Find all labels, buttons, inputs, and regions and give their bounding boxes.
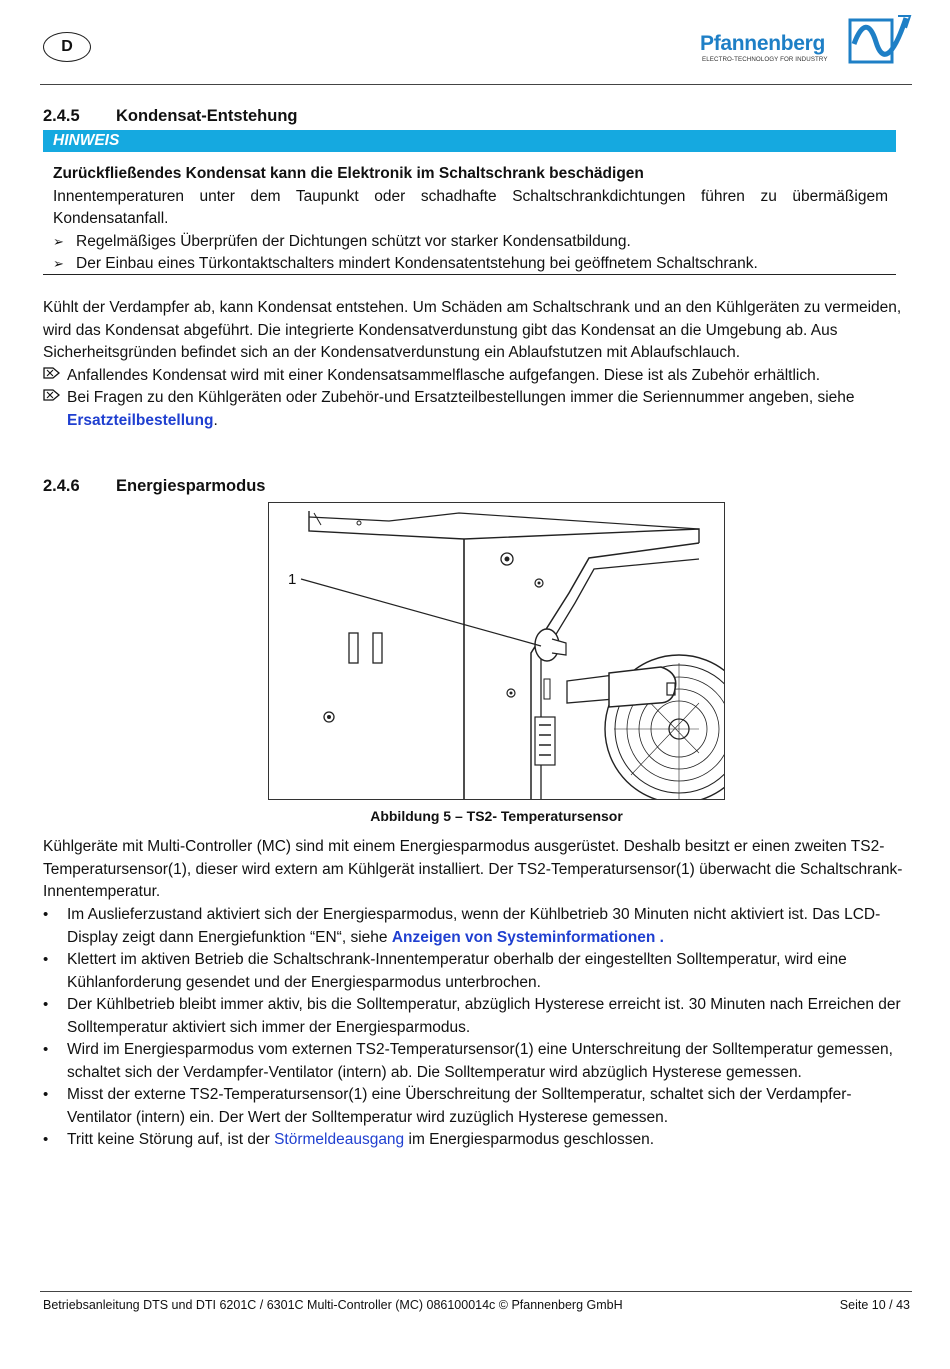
list-item	[43, 949, 903, 994]
bullet-text: Misst der externe TS2-Temperatursensor(1) eine Überschreitung der Solltemperatur, schaltet sich der Verdampfer-Ventilator (intern) ein. Der Wert der Solltemperatur wird zuzüglich Hysterese gemessen.	[67, 1086, 852, 1126]
section-number: 2.4.6	[43, 477, 80, 495]
system-info-link[interactable]: Anzeigen von Systeminformationen .	[391, 928, 664, 946]
language-badge	[43, 32, 91, 62]
bullet-text: Wird im Energiesparmodus vom externen TS2-Temperatursensor(1) eine Unterschreitung der Solltemperatur gemessen, schaltet sich der Verdampfer-Ventilator (intern) ab. Die Solltemperatur wird abzüglich Hysterese gemessen.	[67, 1041, 893, 1081]
bullet-dot-icon: •	[43, 951, 49, 968]
section-title: Energiesparmodus	[116, 477, 266, 495]
logo-wave-icon	[848, 14, 912, 64]
bullet-text: Im Auslieferzustand aktiviert sich der Energiesparmodus, wenn der Kühlbetrieb 30 Minuten nicht aktiviert ist. Das LCD- Display zeigt dann Energiefunktion “EN“, siehe	[67, 906, 881, 946]
notice-divider	[43, 274, 896, 275]
note-text: Anfallendes Kondensat wird mit einer Kondensatsammelflasche aufgefangen. Diese ist als Zubehör erhältlich.	[67, 366, 821, 384]
pfannenberg-logo	[700, 14, 912, 64]
arrow-bullet-icon: ➢	[53, 233, 64, 249]
figure-callout-label: 1	[288, 571, 297, 588]
language-badge-label: D	[61, 38, 73, 55]
note-pointer-icon	[43, 365, 67, 388]
section-heading-245	[43, 107, 298, 126]
notice-bar	[43, 130, 896, 152]
footer-document-info: Betriebsanleitung DTS und DTI 6201C / 6301C Multi-Controller (MC) 086100014c © Pfannenberg GmbH	[43, 1298, 623, 1312]
notice-body	[53, 163, 888, 276]
note-text-suffix: .	[213, 411, 218, 429]
list-item	[43, 994, 903, 1039]
notice-list-item	[53, 231, 888, 254]
bullet-dot-icon: •	[43, 1131, 49, 1148]
arrow-bullet-icon: ➢	[53, 256, 64, 271]
bullet-dot-icon: •	[43, 1086, 49, 1103]
notice-label: HINWEIS	[53, 132, 120, 149]
condensate-paragraph: Kühlt der Verdampfer ab, kann Kondensat entstehen. Um Schäden am Schaltschrank und an den Kühlgeräten zu vermeiden, wird das Kondensat abgeführt. Die integrierte Kondensatverdunstung gibt das Kondensat an die Umgebung ab. Aus Sicherheitsgründen befindet sich an der Kondensatverdunstung ein Ablaufstutzen mit Ablaufschlauch.	[43, 299, 902, 361]
bullet-dot-icon: •	[43, 906, 49, 923]
energy-bullet-list	[43, 904, 903, 1152]
footer-divider	[40, 1291, 912, 1292]
energy-paragraph: Kühlgeräte mit Multi-Controller (MC) sind mit einem Energiesparmodus ausgerüstet. Deshalb besitzt er einen zweiten TS2-Temperatursensor(1), dieser wird extern am Kühlgerät installiert. Der TS2-Temperatursensor(1) überwacht die Schaltschrank-Innentemperatur.	[43, 838, 903, 900]
section-number: 2.4.5	[43, 107, 80, 125]
bullet-dot-icon: •	[43, 1041, 49, 1058]
condensate-paragraph-block	[43, 297, 903, 432]
list-item	[43, 1084, 903, 1129]
bullet-text: Tritt keine Störung auf, ist der	[67, 1131, 275, 1148]
list-item	[43, 1129, 903, 1152]
figure-caption: Abbildung 5 – TS2- Temperatursensor	[370, 808, 623, 824]
list-item	[43, 904, 903, 949]
bullet-text-suffix: im Energiesparmodus geschlossen.	[404, 1131, 655, 1148]
logo-tagline: ELECTRO-TECHNOLOGY FOR INDUSTRY	[702, 56, 828, 63]
footer-page-number: Seite 10 / 43	[839, 1298, 910, 1312]
ts2-sensor-figure	[268, 502, 725, 800]
fault-output-link[interactable]: Störmeldeausgang	[274, 1131, 405, 1148]
note-item	[43, 387, 903, 432]
header-divider	[40, 84, 912, 85]
note-item	[43, 365, 903, 388]
bullet-text: Klettert im aktiven Betrieb die Schaltschrank-Innentemperatur oberhalb der eingestellten Solltemperatur, wird eine Kühlanforderung gesendet und der Energiesparmodus unterbrochen.	[67, 951, 847, 991]
bullet-text: Der Kühlbetrieb bleibt immer aktiv, bis die Solltemperatur, abzüglich Hysterese erreicht ist. 30 Minuten nach Erreichen der Solltemperatur aktiviert sich immer der Energiesparmodus.	[67, 996, 901, 1036]
list-item	[43, 1039, 903, 1084]
notice-item-text: Regelmäßiges Überprüfen der Dichtungen schützt vor starker Kondensatbildung.	[76, 232, 631, 250]
logo-wordmark: Pfannenberg	[700, 32, 826, 55]
notice-text: Innentemperaturen unter dem Taupunkt oder schadhafte Schaltschrankdichtungen führen zu übermäßigem Kondensatanfall.	[53, 187, 888, 227]
notice-item-text: Der Einbau eines Türkontaktschalters mindert Kondensatentstehung bei geöffnetem Schaltschrank.	[76, 255, 758, 272]
section-title: Kondensat-Entstehung	[116, 107, 298, 125]
notice-title: Zurückfließendes Kondensat kann die Elektronik im Schaltschrank beschädigen	[53, 165, 644, 182]
bullet-dot-icon: •	[43, 996, 49, 1013]
cooling-unit-drawing	[269, 503, 724, 799]
notice-list-item	[53, 253, 888, 276]
note-text: Bei Fragen zu den Kühlgeräten oder Zubehör-und Ersatzteilbestellungen immer die Seriennummer angeben, siehe	[67, 389, 855, 406]
spare-parts-link[interactable]: Ersatzteilbestellung	[67, 411, 214, 429]
section-heading-246	[43, 477, 265, 496]
note-pointer-icon	[43, 387, 67, 432]
